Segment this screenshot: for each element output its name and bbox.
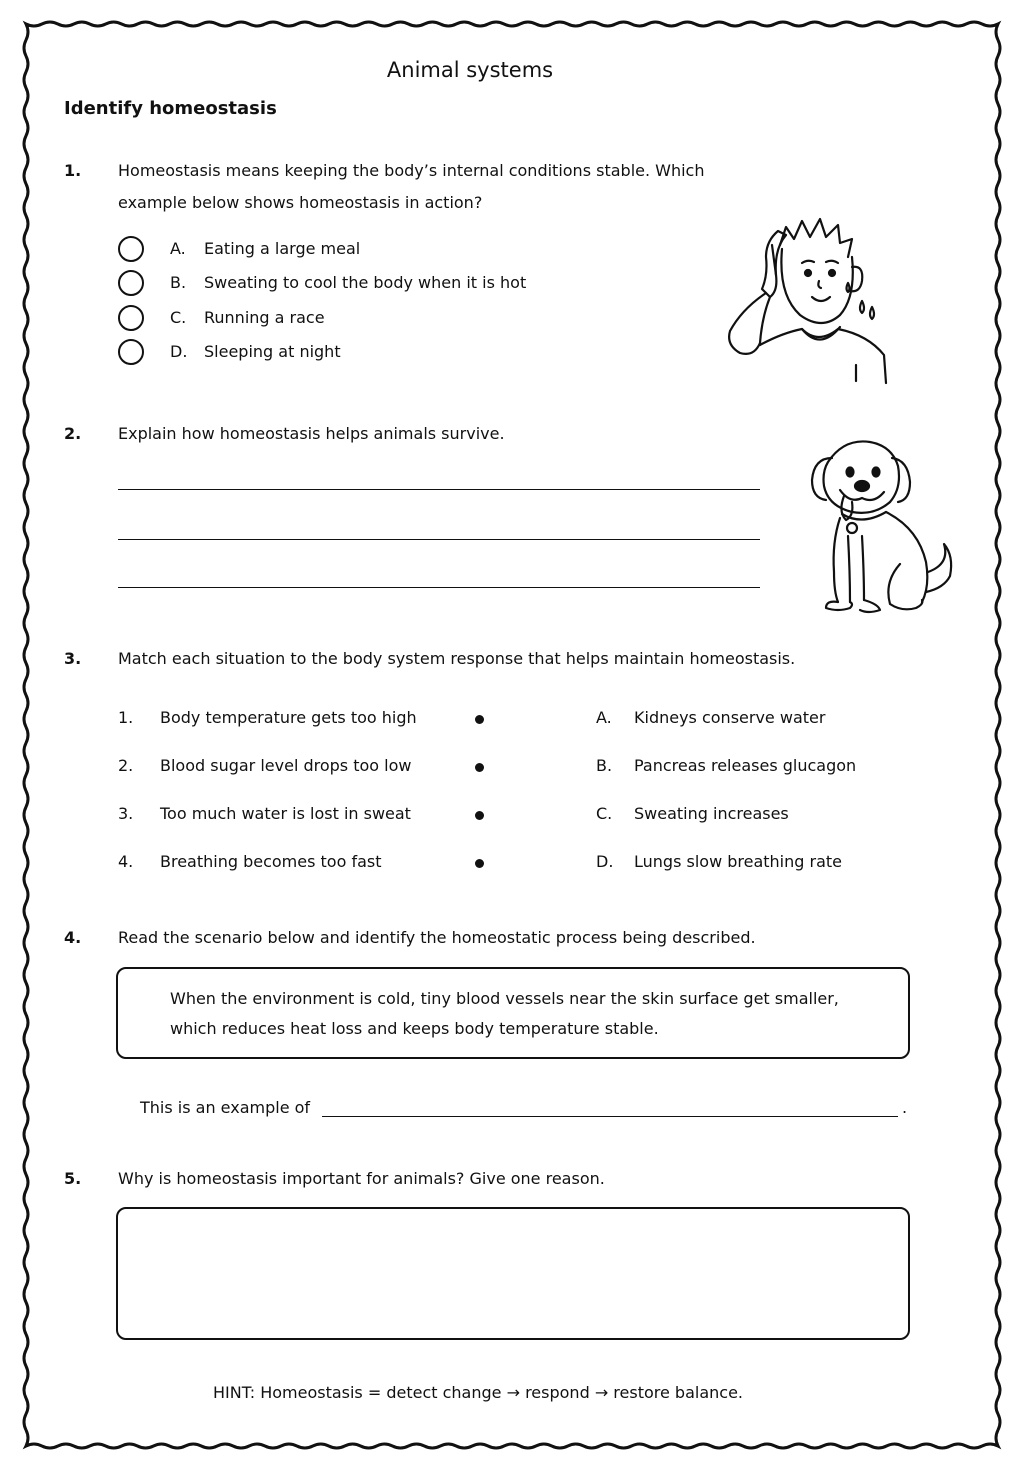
situation-number: 4. (118, 852, 134, 871)
radio-circle[interactable] (118, 339, 144, 365)
match-dot[interactable] (475, 859, 484, 868)
q4-number: 4. (64, 928, 82, 947)
match-dot[interactable] (475, 715, 484, 724)
radio-circle[interactable] (118, 236, 144, 262)
radio-circle[interactable] (118, 270, 144, 296)
fill-in-end: . (902, 1098, 908, 1117)
response-text: Sweating increases (634, 804, 789, 823)
match-dot[interactable] (475, 763, 484, 772)
situation-text: Blood sugar level drops too low (160, 756, 412, 775)
fill-in-blank[interactable] (322, 1116, 898, 1117)
page-title: Animal systems (386, 58, 554, 82)
option-text: Sleeping at night (204, 342, 341, 361)
q1-text-line1: Homeostasis means keeping the body’s internal conditions stable. Which (118, 161, 705, 180)
answer-box[interactable] (116, 1207, 910, 1340)
match-row-4 (118, 852, 878, 876)
match-row-3 (118, 804, 878, 828)
q3-number: 3. (64, 649, 82, 668)
response-letter: B. (596, 756, 613, 775)
answer-line-3[interactable] (118, 587, 760, 588)
scenario-text (170, 984, 890, 1044)
option-text: Running a race (204, 308, 325, 327)
situation-number: 1. (118, 708, 134, 727)
q4-text: Read the scenario below and identify the homeostatic process being described. (118, 928, 756, 947)
match-row-2 (118, 756, 878, 780)
situation-number: 3. (118, 804, 134, 823)
situation-number: 2. (118, 756, 134, 775)
situation-text: Too much water is lost in sweat (160, 804, 411, 823)
q5-text: Why is homeostasis important for animals? Give one reason. (118, 1169, 605, 1188)
q1-text-line2: example below shows homeostasis in action? (118, 193, 483, 212)
option-text: Eating a large meal (204, 239, 361, 258)
q2-text: Explain how homeostasis helps animals survive. (118, 424, 505, 443)
fill-in-label: This is an example of (140, 1098, 311, 1117)
response-text: Kidneys conserve water (634, 708, 826, 727)
section-title: Identify homeostasis (64, 98, 277, 119)
q5-number: 5. (64, 1169, 82, 1188)
response-letter: C. (596, 804, 613, 823)
situation-text: Body temperature gets too high (160, 708, 417, 727)
dog-icon (804, 432, 958, 616)
radio-circle[interactable] (118, 305, 144, 331)
option-text: Sweating to cool the body when it is hot (204, 273, 527, 292)
answer-line-1[interactable] (118, 489, 760, 490)
option-letter: C. (170, 308, 187, 327)
response-text: Pancreas releases glucagon (634, 756, 857, 775)
q1-number: 1. (64, 161, 82, 180)
scenario-line-2: which reduces heat loss and keeps body temperature stable. (170, 1019, 659, 1038)
scenario-line-1: When the environment is cold, tiny blood vessels near the skin surface get smaller, (170, 989, 839, 1008)
response-text: Lungs slow breathing rate (634, 852, 843, 871)
q2-number: 2. (64, 424, 82, 443)
response-letter: A. (596, 708, 612, 727)
sweating-boy-icon (722, 205, 892, 385)
q3-text: Match each situation to the body system response that helps maintain homeostasis. (118, 649, 796, 668)
response-letter: D. (596, 852, 614, 871)
option-letter: B. (170, 273, 187, 292)
match-dot[interactable] (475, 811, 484, 820)
option-letter: D. (170, 342, 188, 361)
match-row-1 (118, 708, 878, 732)
option-letter: A. (170, 239, 186, 258)
situation-text: Breathing becomes too fast (160, 852, 382, 871)
answer-line-2[interactable] (118, 539, 760, 540)
hint-text: HINT: Homeostasis = detect change → respond → restore balance. (212, 1383, 744, 1402)
